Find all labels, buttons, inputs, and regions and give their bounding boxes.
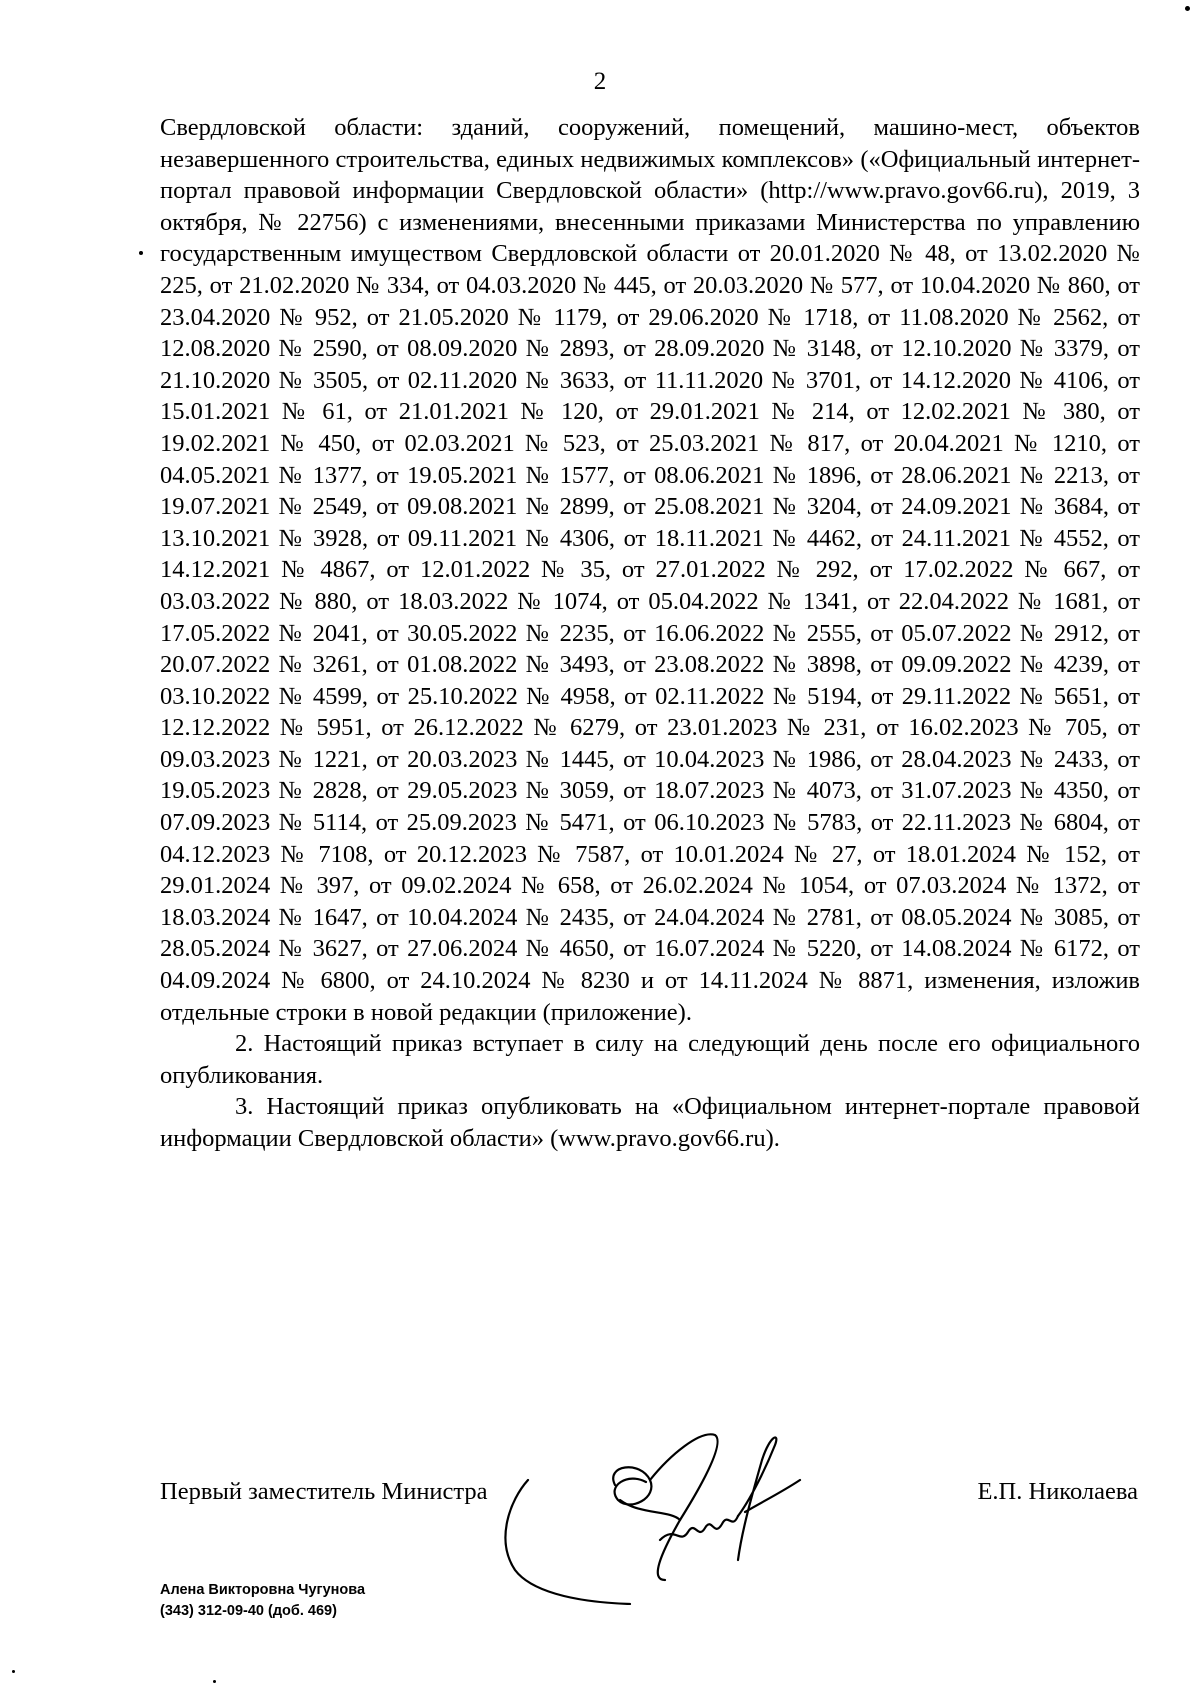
paragraph-effective-date: 2. Настоящий приказ вступает в силу на следующий день после его официального опубликования.	[160, 1030, 1140, 1089]
handwritten-signature	[500, 1420, 860, 1605]
executor-phone: (343) 312-09-40 (доб. 469)	[160, 1603, 337, 1619]
executor-info	[160, 1580, 365, 1622]
executor-name: Алена Викторовна Чугунова	[160, 1582, 366, 1598]
scan-speck	[1185, 6, 1190, 11]
page-number: 2	[593, 68, 607, 95]
scan-speck	[213, 1680, 216, 1683]
scan-speck	[139, 251, 143, 255]
signatory-position: Первый заместитель Министра	[160, 1478, 488, 1505]
document-body	[160, 112, 1140, 1155]
scan-speck	[12, 1670, 15, 1673]
paragraph-amendments: Свердловской области: зданий, сооружений, помещений, машино-мест, объектов незавершенного строительства, единых недвижимых комплексов» («Официальный интернет-портал правовой информации Свердловской области» (http://www.pravo.gov66.ru), 2019, 3 октября, № 22756) с изменениями, внесенными приказами Министерства по управлению государственным имуществом Свердловской области от 20.01.2020 № 48, от 13.02.2020 № 225, от 21.02.2020 № 334, от 04.03.2020 № 445, от 20.03.2020 № 577, от 10.04.2020 № 860, от 23.04.2020 № 952, от 21.05.2020 № 1179, от 29.06.2020 № 1718, от 11.08.2020 № 2562, от 12.08.2020 № 2590, от 08.09.2020 № 2893, от 28.09.2020 № 3148, от 12.10.2020 № 3379, от 21.10.2020 № 3505, от 02.11.2020 № 3633, от 11.11.2020 № 3701, от 14.12.2020 № 4106, от 15.01.2021 № 61, от 21.01.2021 № 120, от 29.01.2021 № 214, от 12.02.2021 № 380, от 19.02.2021 № 450, от 02.03.2021 № 523, от 25.03.2021 № 817, от 20.04.2021 № 1210, от 04.05.2021 № 1377, от 19.05.2021 № 1577, от 08.06.2021 № 1896, от 28.06.2021 № 2213, от 19.07.2021 № 2549, от 09.08.2021 № 2899, от 25.08.2021 № 3204, от 24.09.2021 № 3684, от 13.10.2021 № 3928, от 09.11.2021 № 4306, от 18.11.2021 № 4462, от 24.11.2021 № 4552, от 14.12.2021 № 4867, от 12.01.2022 № 35, от 27.01.2022 № 292, от 17.02.2022 № 667, от 03.03.2022 № 880, от 18.03.2022 № 1074, от 05.04.2022 № 1341, от 22.04.2022 № 1681, от 17.05.2022 № 2041, от 30.05.2022 № 2235, от 16.06.2022 № 2555, от 05.07.2022 № 2912, от 20.07.2022 № 3261, от 01.08.2022 № 3493, от 23.08.2022 № 3898, от 09.09.2022 № 4239, от 03.10.2022 № 4599, от 25.10.2022 № 4958, от 02.11.2022 № 5194, от 29.11.2022 № 5651, от 12.12.2022 № 5951, от 26.12.2022 № 6279, от 23.01.2023 № 231, от 16.02.2023 № 705, от 09.03.2023 № 1221, от 20.03.2023 № 1445, от 10.04.2023 № 1986, от 28.04.2023 № 2433, от 19.05.2023 № 2828, от 29.05.2023 № 3059, от 18.07.2023 № 4073, от 31.07.2023 № 4350, от 07.09.2023 № 5114, от 25.09.2023 № 5471, от 06.10.2023 № 5783, от 22.11.2023 № 6804, от 04.12.2023 № 7108, от 20.12.2023 № 7587, от 10.01.2024 № 27, от 18.01.2024 № 152, от 29.01.2024 № 397, от 09.02.2024 № 658, от 26.02.2024 № 1054, от 07.03.2024 № 1372, от 18.03.2024 № 1647, от 10.04.2024 № 2435, от 24.04.2024 № 2781, от 08.05.2024 № 3085, от 28.05.2024 № 3627, от 27.06.2024 № 4650, от 16.07.2024 № 5220, от 14.08.2024 № 6172, от 04.09.2024 № 6800, от 24.10.2024 № 8230 и от 14.11.2024 № 8871, изменения, изложив отдельные строки в новой редакции (приложение).	[160, 114, 1140, 1026]
signatory-name: Е.П. Николаева	[977, 1478, 1138, 1505]
paragraph-publication: 3. Настоящий приказ опубликовать на «Официальном интернет-портале правовой информации Свердловской области» (www.pravo.gov66.ru).	[160, 1093, 1140, 1152]
